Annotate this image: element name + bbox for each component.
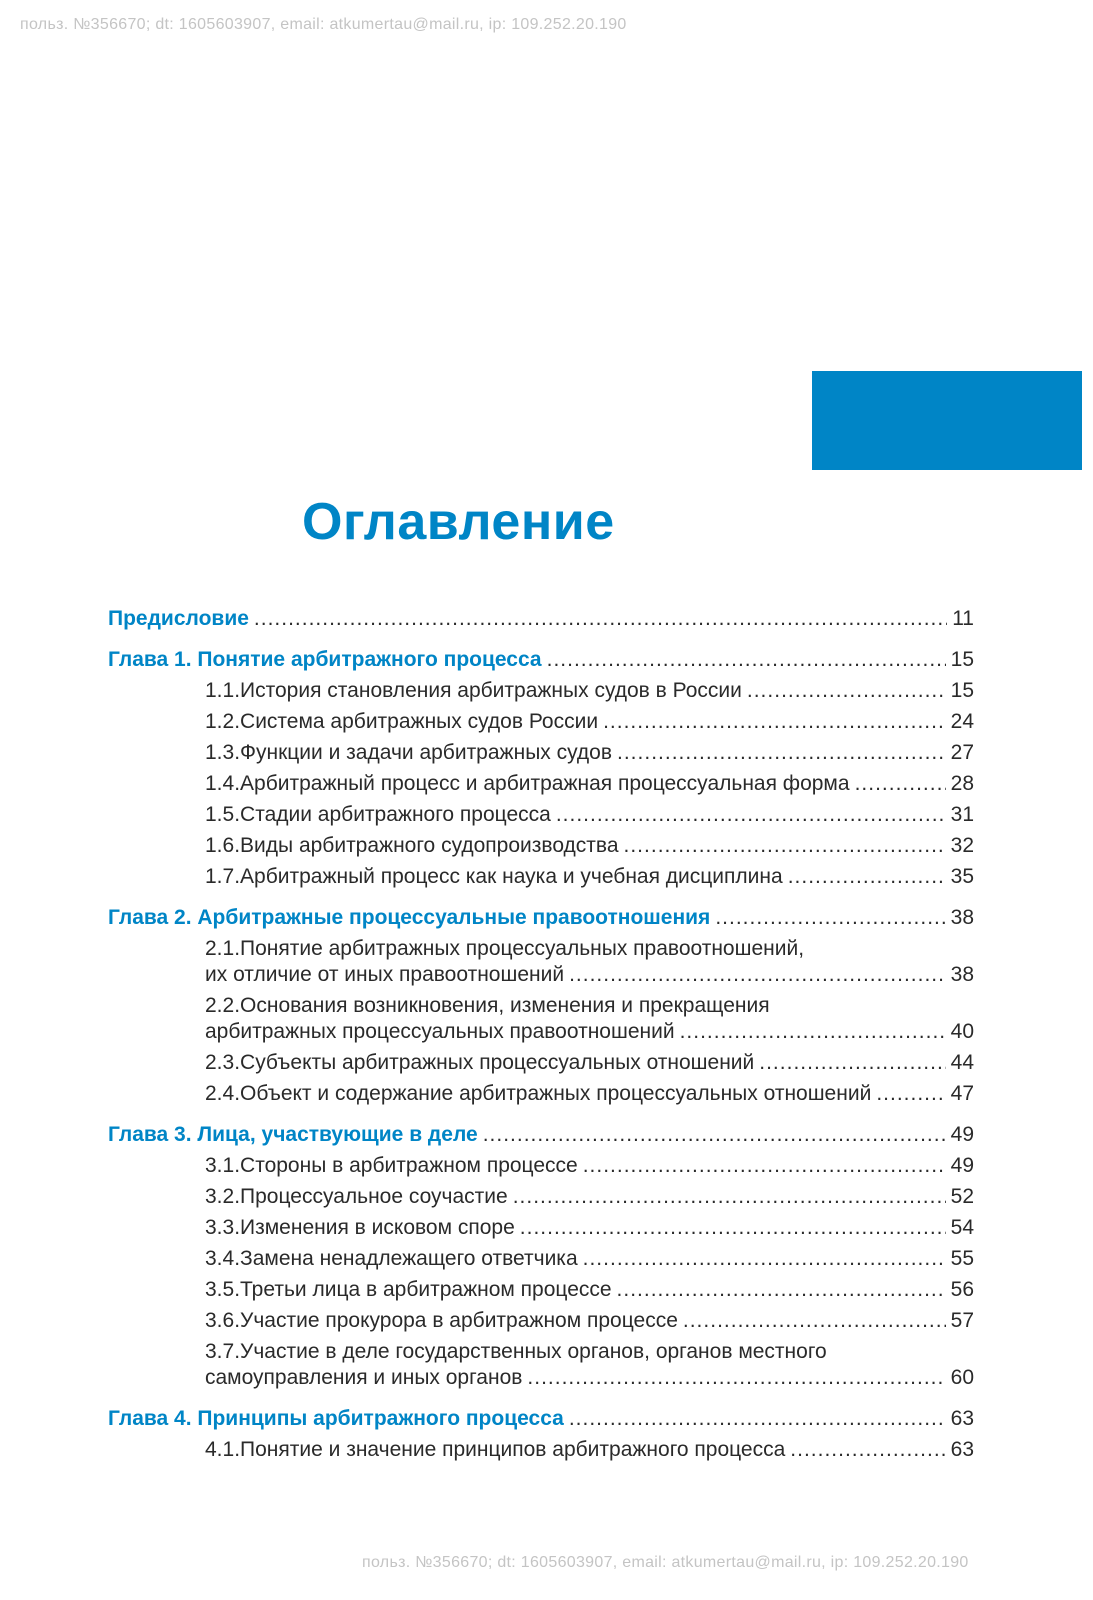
toc-page-number: 52 [950, 1185, 974, 1208]
toc-section-2-4[interactable] [108, 1081, 974, 1107]
toc-leader-dots [617, 1277, 946, 1303]
toc-label: Глава 3. Лица, участвующие в деле [108, 1123, 478, 1146]
toc-preface[interactable] [108, 606, 974, 632]
toc-leader-dots [759, 1050, 945, 1076]
toc-label-line1: 2.2.Основания возникновения, изменения и прекращения [205, 994, 770, 1017]
toc-leader-dots [624, 833, 946, 859]
toc-page-number: 15 [950, 679, 974, 702]
toc-label: 3.6.Участие прокурора в арбитражном процессе [205, 1309, 678, 1332]
toc-chapter-1[interactable] [108, 647, 974, 673]
toc-section-1-3[interactable] [108, 740, 974, 766]
toc-page-number: 49 [950, 1123, 974, 1146]
toc-leader-dots [855, 771, 946, 797]
toc-section-3-1[interactable] [108, 1153, 974, 1179]
toc-page-number: 35 [950, 865, 974, 888]
toc-section-2-3[interactable] [108, 1050, 974, 1076]
toc-leader-dots [788, 864, 946, 890]
toc-label: 3.1.Стороны в арбитражном процессе [205, 1154, 578, 1177]
toc-leader-dots [747, 678, 946, 704]
page-title: Оглавление [302, 493, 615, 551]
toc-leader-dots [483, 1122, 946, 1148]
toc-page-number: 55 [950, 1247, 974, 1270]
toc-label: 1.4.Арбитражный процесс и арбитражная процессуальная форма [205, 772, 850, 795]
toc-label: 3.3.Изменения в исковом споре [205, 1216, 515, 1239]
toc-page-number: 63 [950, 1438, 974, 1461]
toc-section-3-6[interactable] [108, 1308, 974, 1334]
toc-label: 1.3.Функции и задачи арбитражных судов [205, 741, 613, 764]
toc-label: 2.4.Объект и содержание арбитражных процессуальных отношений [205, 1082, 872, 1105]
toc-section-3-5[interactable] [108, 1277, 974, 1303]
toc-section-1-4[interactable] [108, 771, 974, 797]
toc-page-number: 28 [950, 772, 974, 795]
toc-label-line2: арбитражных процессуальных правоотношений [205, 1020, 675, 1043]
toc-label: Глава 4. Принципы арбитражного процесса [108, 1407, 564, 1430]
toc-leader-dots [520, 1215, 946, 1241]
toc-section-3-4[interactable] [108, 1246, 974, 1272]
toc-leader-dots [569, 1406, 946, 1432]
toc-page-number: 56 [950, 1278, 974, 1301]
toc-leader-dots [254, 606, 947, 632]
toc-label: 1.2.Система арбитражных судов России [205, 710, 599, 733]
toc-leader-dots [527, 1365, 945, 1391]
toc-section-2-2[interactable] [108, 993, 974, 1045]
toc-leader-dots [876, 1081, 945, 1107]
toc-page-number: 63 [950, 1407, 974, 1430]
toc-page-number: 47 [950, 1082, 974, 1105]
toc-leader-dots [617, 740, 946, 766]
toc-section-1-1[interactable] [108, 678, 974, 704]
toc-label: 1.1.История становления арбитражных судов в России [205, 679, 742, 702]
toc-section-1-5[interactable] [108, 802, 974, 828]
toc-label: 1.6.Виды арбитражного судопроизводства [205, 834, 619, 857]
toc-section-1-7[interactable] [108, 864, 974, 890]
toc-chapter-2[interactable] [108, 905, 974, 931]
toc-page-number: 15 [950, 648, 974, 671]
toc-leader-dots [583, 1246, 946, 1272]
toc-page-number: 27 [950, 741, 974, 764]
toc-leader-dots [513, 1184, 946, 1210]
toc-leader-dots [547, 647, 946, 673]
toc-leader-dots [715, 905, 945, 931]
toc-label-line2: их отличие от иных правоотношений [205, 963, 565, 986]
watermark-bottom: польз. №356670; dt: 1605603907, email: atkumertau@mail.ru, ip: 109.252.20.190 [362, 1554, 969, 1571]
toc-page-number: 38 [950, 963, 974, 986]
toc-leader-dots [683, 1308, 946, 1334]
toc-leader-dots [583, 1153, 946, 1179]
toc-section-2-1[interactable] [108, 936, 974, 988]
toc-page-number: 57 [950, 1309, 974, 1332]
toc-leader-dots [556, 802, 946, 828]
toc-label: 3.4.Замена ненадлежащего ответчика [205, 1247, 578, 1270]
toc-leader-dots [680, 1019, 946, 1045]
toc-label: Глава 2. Арбитражные процессуальные правоотношения [108, 906, 711, 929]
toc-leader-dots [569, 962, 946, 988]
toc-label: Глава 1. Понятие арбитражного процесса [108, 648, 542, 671]
toc-chapter-4[interactable] [108, 1406, 974, 1432]
toc-page-number: 44 [950, 1051, 974, 1074]
toc-label: 3.5.Третьи лица в арбитражном процессе [205, 1278, 612, 1301]
toc-section-3-2[interactable] [108, 1184, 974, 1210]
toc-label: 1.5.Стадии арбитражного процесса [205, 803, 551, 826]
toc-label-line1: 3.7.Участие в деле государственных органов, органов местного [205, 1340, 827, 1363]
toc-page-number: 60 [950, 1366, 974, 1389]
toc-label-line2: самоуправления и иных органов [205, 1366, 523, 1389]
toc-page-number: 24 [950, 710, 974, 733]
toc-label: 4.1.Понятие и значение принципов арбитражного процесса [205, 1438, 786, 1461]
toc-label-line1: 2.1.Понятие арбитражных процессуальных правоотношений, [205, 937, 805, 960]
toc-page-number: 32 [950, 834, 974, 857]
toc-section-1-2[interactable] [108, 709, 974, 735]
toc-label: Предисловие [108, 607, 249, 630]
toc-chapter-3[interactable] [108, 1122, 974, 1148]
toc-label: 2.3.Субъекты арбитражных процессуальных отношений [205, 1051, 755, 1074]
table-of-contents [108, 606, 974, 1463]
toc-page-number: 11 [952, 607, 974, 630]
toc-section-3-7[interactable] [108, 1339, 974, 1391]
toc-page-number: 40 [950, 1020, 974, 1043]
toc-section-3-3[interactable] [108, 1215, 974, 1241]
toc-page-number: 31 [950, 803, 974, 826]
toc-section-1-6[interactable] [108, 833, 974, 859]
toc-leader-dots [603, 709, 946, 735]
watermark-top: польз. №356670; dt: 1605603907, email: atkumertau@mail.ru, ip: 109.252.20.190 [20, 16, 627, 33]
toc-page-number: 49 [950, 1154, 974, 1177]
toc-leader-dots [790, 1437, 945, 1463]
toc-label: 1.7.Арбитражный процесс как наука и учебная дисциплина [205, 865, 783, 888]
toc-page-number: 54 [950, 1216, 974, 1239]
toc-label: 3.2.Процессуальное соучастие [205, 1185, 508, 1208]
toc-page-number: 38 [950, 906, 974, 929]
accent-block [812, 371, 1082, 470]
toc-section-4-1[interactable] [108, 1437, 974, 1463]
